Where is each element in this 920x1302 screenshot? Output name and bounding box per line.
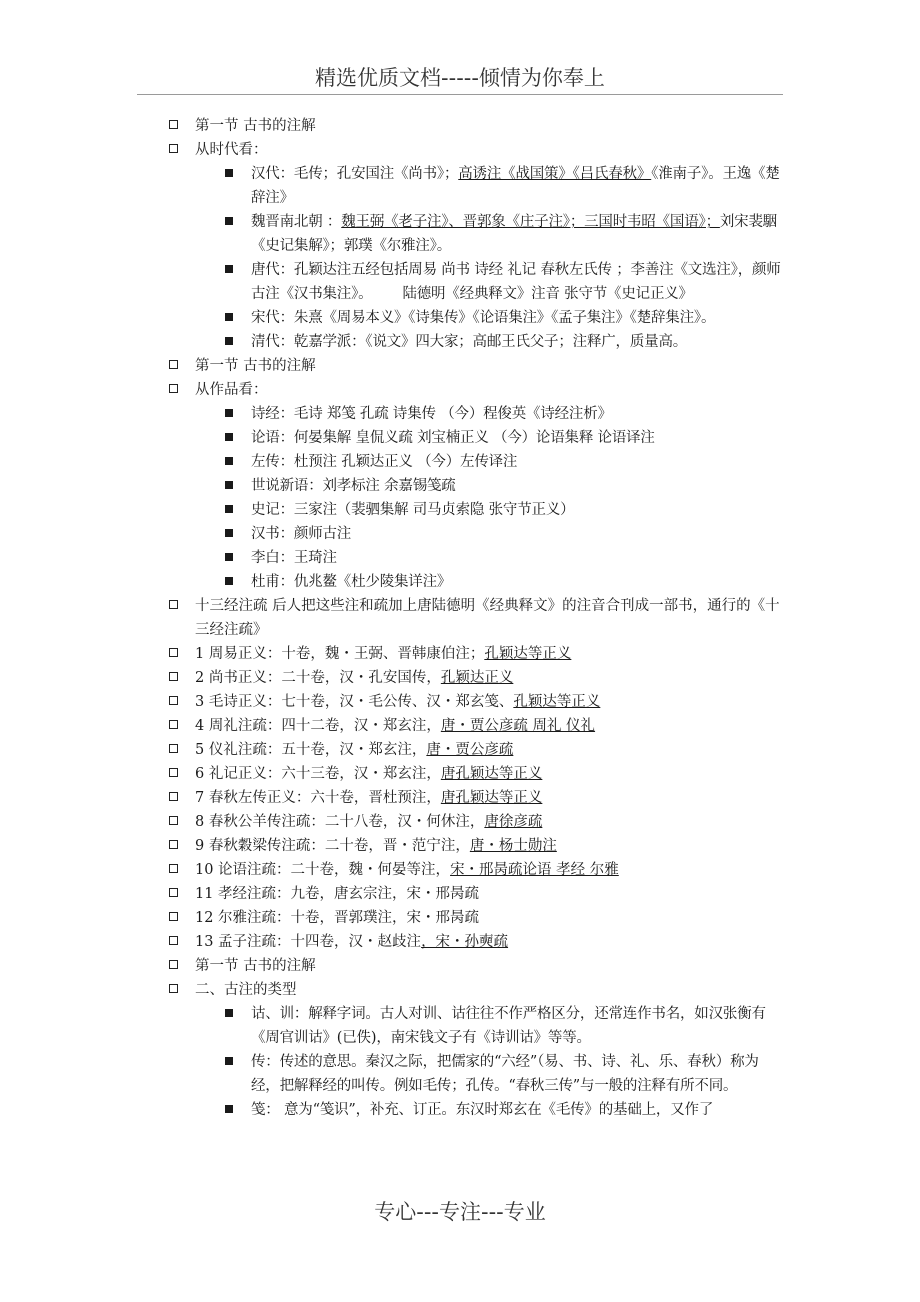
item-text: 2 尚书正义：二十卷，汉・孔安国传， xyxy=(195,670,441,686)
item-text: 汉书：颜师古注 xyxy=(251,526,352,542)
item-text: 从时代看： xyxy=(195,142,268,158)
underlined-text: 唐孔颖达等正义 xyxy=(440,790,543,806)
hollow-square-bullet-icon xyxy=(169,792,178,801)
item-text: 4 周礼注疏：四十二卷，汉・郑玄注， xyxy=(195,718,441,734)
list-item xyxy=(166,906,786,930)
sub-list-item xyxy=(166,402,786,426)
list-item xyxy=(166,954,786,978)
underlined-text: 唐・贾公彦疏 周礼 仪礼 xyxy=(440,718,596,734)
header-rule xyxy=(137,94,783,95)
list-item xyxy=(166,810,786,834)
filled-square-bullet-icon xyxy=(225,433,233,441)
list-item xyxy=(166,834,786,858)
item-text: 从作品看： xyxy=(195,382,268,398)
filled-square-bullet-icon xyxy=(225,313,233,321)
item-text: 1 周易正义：十卷，魏・王弼、晋韩康伯注； xyxy=(195,646,485,662)
sub-list-item xyxy=(166,306,786,330)
filled-square-bullet-icon xyxy=(225,505,233,513)
item-text: 汉代：毛传；孔安国注《尚书》； xyxy=(251,166,459,182)
hollow-square-bullet-icon xyxy=(169,936,178,945)
filled-square-bullet-icon xyxy=(225,169,233,177)
item-text: 7 春秋左传正义：六十卷，晋杜预注， xyxy=(195,790,441,806)
list-item xyxy=(166,930,786,954)
item-text: 第一节 古书的注解 xyxy=(195,118,316,134)
item-text: 十三经注疏 后人把这些注和疏加上唐陆德明《经典释文》的注音合刊成一部书，通行的《十三经注疏》 xyxy=(195,598,780,638)
filled-square-bullet-icon xyxy=(225,409,233,417)
hollow-square-bullet-icon xyxy=(169,144,178,153)
list-item xyxy=(166,594,786,642)
filled-square-bullet-icon xyxy=(225,553,233,561)
list-item xyxy=(166,762,786,786)
hollow-square-bullet-icon xyxy=(169,120,178,129)
underlined-text: 唐孔颖达等正义 xyxy=(440,766,543,782)
hollow-square-bullet-icon xyxy=(169,600,178,609)
item-text: 5 仪礼注疏：五十卷，汉・郑玄注， xyxy=(195,742,427,758)
sub-list-item xyxy=(166,498,786,522)
item-text: 第一节 古书的注解 xyxy=(195,358,316,374)
item-text: 魏晋南北朝 ： xyxy=(251,214,342,230)
item-text: 唐代：孔颖达注五经包括周易 尚书 诗经 礼记 春秋左氏传 ；李善注《文选注》，颜师古注《汉书集注》。 xyxy=(251,262,781,302)
list-item xyxy=(166,138,786,162)
underlined-text: 高诱注《战国策》《吕氏春秋》 xyxy=(458,166,652,182)
hollow-square-bullet-icon xyxy=(169,984,178,993)
hollow-square-bullet-icon xyxy=(169,888,178,897)
item-text: 诂、训：解释字词。古人对训、诂往往不作严格区分，还常连作书名，如汉张衡有《周官训诂》(已佚)，南宋钱文子有《诗训诂》等等。 xyxy=(251,1006,766,1046)
underlined-text: 魏王弼《老子注》、晋郭象《庄子注》；三国时韦昭《国语》； xyxy=(341,214,720,230)
sub-list-item xyxy=(166,1098,786,1122)
list-item xyxy=(166,738,786,762)
hollow-square-bullet-icon xyxy=(169,912,178,921)
filled-square-bullet-icon xyxy=(225,337,233,345)
filled-square-bullet-icon xyxy=(225,457,233,465)
hollow-square-bullet-icon xyxy=(169,648,178,657)
list-item xyxy=(166,642,786,666)
underlined-text: 孔颖达等正义 xyxy=(513,694,601,710)
sub-list-item xyxy=(166,1050,786,1098)
item-text: 李白：王琦注 xyxy=(251,550,337,566)
hollow-square-bullet-icon xyxy=(169,696,178,705)
underlined-text: 宋・邢昺疏论语 孝经 尔雅 xyxy=(450,862,619,878)
item-text: 6 礼记正义：六十三卷，汉・郑玄注， xyxy=(195,766,441,782)
list-item xyxy=(166,378,786,402)
item-text: 杜甫：仇兆鳌《杜少陵集详注》 xyxy=(251,574,452,590)
hollow-square-bullet-icon xyxy=(169,672,178,681)
document-body xyxy=(166,114,786,1122)
item-text: 13 孟子注疏：十四卷，汉・赵歧注 xyxy=(195,934,422,950)
sub-list-item xyxy=(166,162,786,210)
filled-square-bullet-icon xyxy=(225,1105,233,1113)
sub-list-item xyxy=(166,546,786,570)
item-text: 世说新语：刘孝标注 余嘉锡笺疏 xyxy=(251,478,456,494)
item-text: 笺： 意为“笺识”，补充、订正。东汉时郑玄在《毛传》的基础上，又作了 xyxy=(251,1102,714,1118)
sub-list-item xyxy=(166,426,786,450)
item-text: 12 尔雅注疏：十卷，晋郭璞注，宋・邢昺疏 xyxy=(195,910,480,926)
item-text: 论语：何晏集解 皇侃义疏 刘宝楠正义 （今）论语集释 论语译注 xyxy=(251,430,655,446)
filled-square-bullet-icon xyxy=(225,577,233,585)
item-text: 清代：乾嘉学派：《说文》四大家；高邮王氏父子；注释广，质量高。 xyxy=(251,334,688,350)
item-text: 11 孝经注疏：九卷，唐玄宗注，宋・邢昺疏 xyxy=(195,886,480,902)
sub-list-item xyxy=(166,330,786,354)
item-text: 陆德明《经典释文》注音 张守节《史记正义》 xyxy=(402,286,693,302)
item-text: 刘宋裴駰《史记集解》；郭璞《尔雅注》。 xyxy=(251,214,778,254)
list-item xyxy=(166,354,786,378)
sub-list-item xyxy=(166,258,786,306)
hollow-square-bullet-icon xyxy=(169,840,178,849)
item-text: 8 春秋公羊传注疏：二十八卷，汉・何休注， xyxy=(195,814,485,830)
hollow-square-bullet-icon xyxy=(169,744,178,753)
item-text: 左传：杜预注 孔颖达正义 （今）左传译注 xyxy=(251,454,518,470)
sub-list-item xyxy=(166,450,786,474)
hollow-square-bullet-icon xyxy=(169,360,178,369)
hollow-square-bullet-icon xyxy=(169,960,178,969)
filled-square-bullet-icon xyxy=(225,1009,233,1017)
list-item xyxy=(166,114,786,138)
filled-square-bullet-icon xyxy=(225,265,233,273)
filled-square-bullet-icon xyxy=(225,481,233,489)
filled-square-bullet-icon xyxy=(225,217,233,225)
sub-list-item xyxy=(166,1002,786,1050)
sub-list-item xyxy=(166,474,786,498)
list-item xyxy=(166,858,786,882)
underlined-text: 唐・杨士勋注 xyxy=(469,838,557,854)
item-text: 第一节 古书的注解 xyxy=(195,958,316,974)
item-text: 史记：三家注（裴驷集解 司马贞索隐 张守节正义） xyxy=(251,502,575,518)
list-item xyxy=(166,882,786,906)
underlined-text: ，宋・孙奭疏 xyxy=(421,934,509,950)
sub-list-item xyxy=(166,210,786,258)
item-text: 传：传述的意思。秦汉之际，把儒家的“六经”（易、书、诗、礼、乐、春秋）称为经，把解释经的叫传。例如毛传；孔传。“春秋三传”与一般的注释有所不同。 xyxy=(251,1054,759,1094)
underlined-text: 唐・贾公彦疏 xyxy=(426,742,514,758)
underlined-text: 唐徐彦疏 xyxy=(484,814,543,830)
sub-list-item xyxy=(166,570,786,594)
page-footer: 专心---专注---专业 xyxy=(374,1200,546,1224)
hollow-square-bullet-icon xyxy=(169,816,178,825)
list-item xyxy=(166,714,786,738)
sub-list-item xyxy=(166,522,786,546)
item-text: 二、古注的类型 xyxy=(195,982,297,998)
filled-square-bullet-icon xyxy=(225,1057,233,1065)
page-header: 精选优质文档-----倾情为你奉上 xyxy=(315,66,605,90)
hollow-square-bullet-icon xyxy=(169,768,178,777)
item-text: 9 春秋穀梁传注疏：二十卷，晋・范宁注， xyxy=(195,838,470,854)
underlined-text: 孔颖达正义 xyxy=(440,670,514,686)
item-text: 10 论语注疏：二十卷，魏・何晏等注， xyxy=(195,862,451,878)
hollow-square-bullet-icon xyxy=(169,384,178,393)
item-text: 诗经：毛诗 郑笺 孔疏 诗集传 （今）程俊英《诗经注析》 xyxy=(251,406,612,422)
list-item xyxy=(166,690,786,714)
item-text: 《淮南子》。王逸《楚辞注》 xyxy=(251,166,780,206)
hollow-square-bullet-icon xyxy=(169,864,178,873)
item-text: 宋代：朱熹《周易本义》《诗集传》《论语集注》《孟子集注》《楚辞集注》。 xyxy=(251,310,716,326)
underlined-text: 孔颖达等正义 xyxy=(484,646,572,662)
list-item xyxy=(166,786,786,810)
item-text: 3 毛诗正义：七十卷，汉・毛公传、汉・郑玄笺、 xyxy=(195,694,514,710)
list-item xyxy=(166,666,786,690)
filled-square-bullet-icon xyxy=(225,529,233,537)
list-item xyxy=(166,978,786,1002)
hollow-square-bullet-icon xyxy=(169,720,178,729)
